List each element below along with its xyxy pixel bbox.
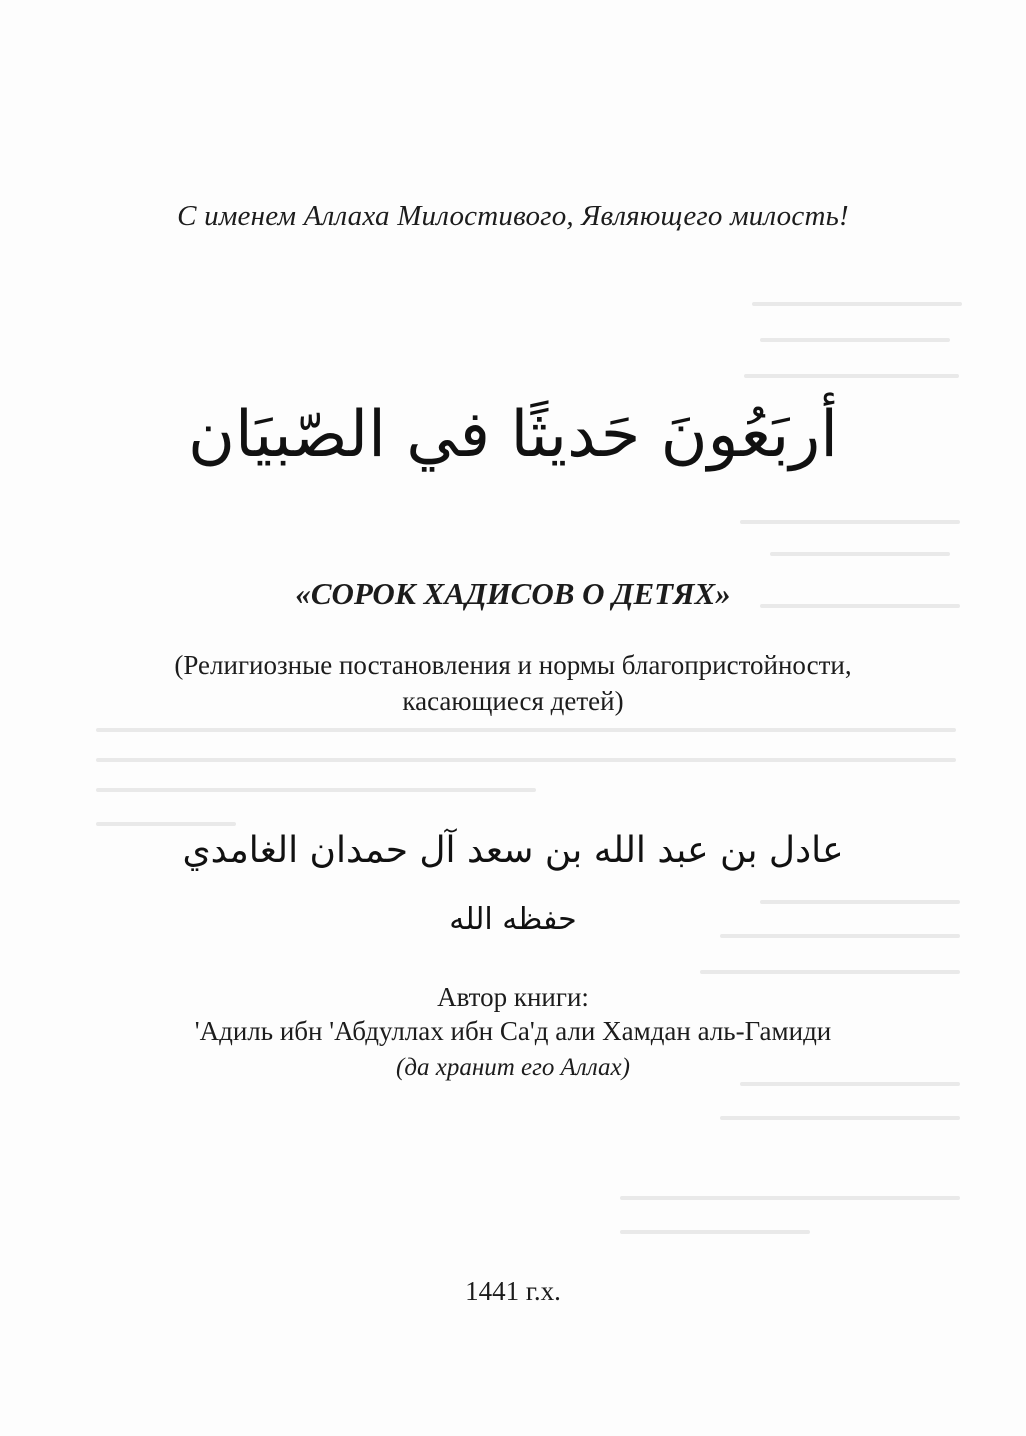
bleed-through-mark — [96, 758, 956, 762]
arabic-dua: حفظه الله — [449, 902, 577, 937]
bleed-through-mark — [700, 970, 960, 974]
publication-year: 1441 г.х. — [465, 1276, 561, 1306]
arabic-author-name: عادل بن عبد الله بن سعد آل حمدان الغامدي — [182, 830, 844, 871]
bleed-through-mark — [96, 788, 536, 792]
subtitle-line-1: (Религиозные постановления и нормы благопристойности, — [174, 650, 852, 680]
russian-title: «СОРОК ХАДИСОВ О ДЕТЯХ» — [295, 576, 731, 611]
bleed-through-mark — [740, 520, 960, 524]
bleed-through-mark — [744, 374, 959, 378]
arabic-title: أربَعُونَ حَديثًا في الصّبيَان — [187, 398, 839, 472]
bleed-through-mark — [740, 1082, 960, 1086]
bleed-through-mark — [760, 338, 950, 342]
bleed-through-mark — [620, 1196, 960, 1200]
bleed-through-mark — [752, 302, 962, 306]
bleed-through-mark — [96, 822, 236, 826]
basmala: С именем Аллаха Милостивого, Являющего милость! — [177, 200, 849, 232]
bleed-through-mark — [770, 552, 950, 556]
author-label: Автор книги: — [437, 982, 589, 1012]
author-name: 'Адиль ибн 'Абдуллах ибн Са'д али Хамдан аль-Гамиди — [194, 1016, 832, 1046]
author-dua: (да хранит его Аллах) — [396, 1054, 630, 1081]
bleed-through-mark — [96, 728, 956, 732]
bleed-through-mark — [720, 1116, 960, 1120]
bleed-through-mark — [620, 1230, 810, 1234]
subtitle-line-2: касающиеся детей) — [402, 686, 624, 716]
